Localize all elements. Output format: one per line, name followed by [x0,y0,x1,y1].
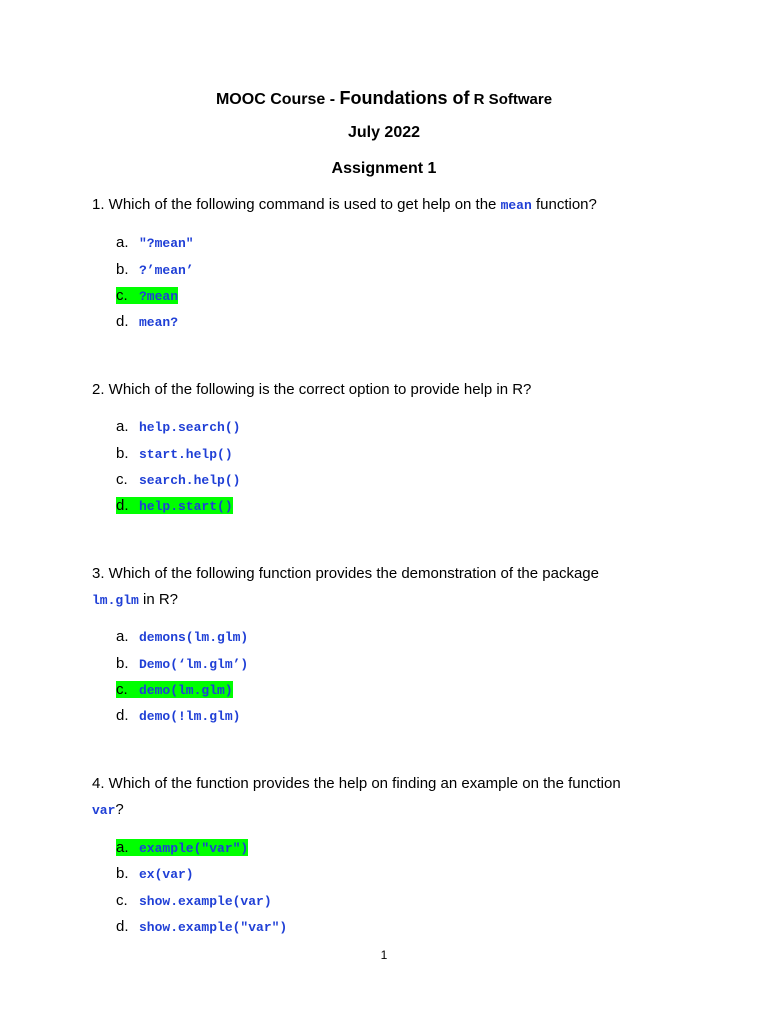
document-title [0,88,768,109]
page-number: 1 [380,948,388,962]
option-3d: d. demo(!lm.glm) [116,707,241,724]
question-1: 1. Which of the following command is used to get help on the mean function? [92,196,597,213]
option-1b: b. ?’mean’ [116,261,194,278]
option-4b: b. ex(var) [116,865,194,882]
option-1a: a. "?mean" [116,234,194,251]
inline-code: var [92,803,116,818]
option-4a: a. example("var") [116,839,249,856]
title-course: MOOC Course - [215,91,340,108]
option-3c: c. demo(lm.glm) [116,681,233,698]
question-3: 3. Which of the following function provides the demonstration of the package lm.glm in R? [92,565,599,608]
option-3a: a. demons(lm.glm) [116,628,249,645]
option-2c: c. search.help() [116,471,241,488]
title-software: R Software [469,91,553,108]
option-4c: c. show.example(var) [116,892,272,909]
option-3b: b. Demo(‘lm.glm’) [116,655,249,672]
inline-code: lm.glm [92,593,139,608]
assignment-heading: Assignment 1 [331,160,437,177]
question-2: 2. Which of the following is the correct option to provide help in R? [92,381,532,398]
title-foundations: Foundations of [339,88,470,108]
option-1c: c. ?mean [116,287,179,304]
option-2d: d. help.start() [116,497,233,514]
option-2a: a. help.search() [116,418,241,435]
option-1d: d. mean? [116,313,179,330]
document-date: July 2022 [347,124,421,141]
question-4: 4. Which of the function provides the help on finding an example on the function var? [92,775,621,818]
option-4d: d. show.example("var") [116,918,288,935]
option-2b: b. start.help() [116,445,233,462]
inline-code: mean [500,198,532,213]
